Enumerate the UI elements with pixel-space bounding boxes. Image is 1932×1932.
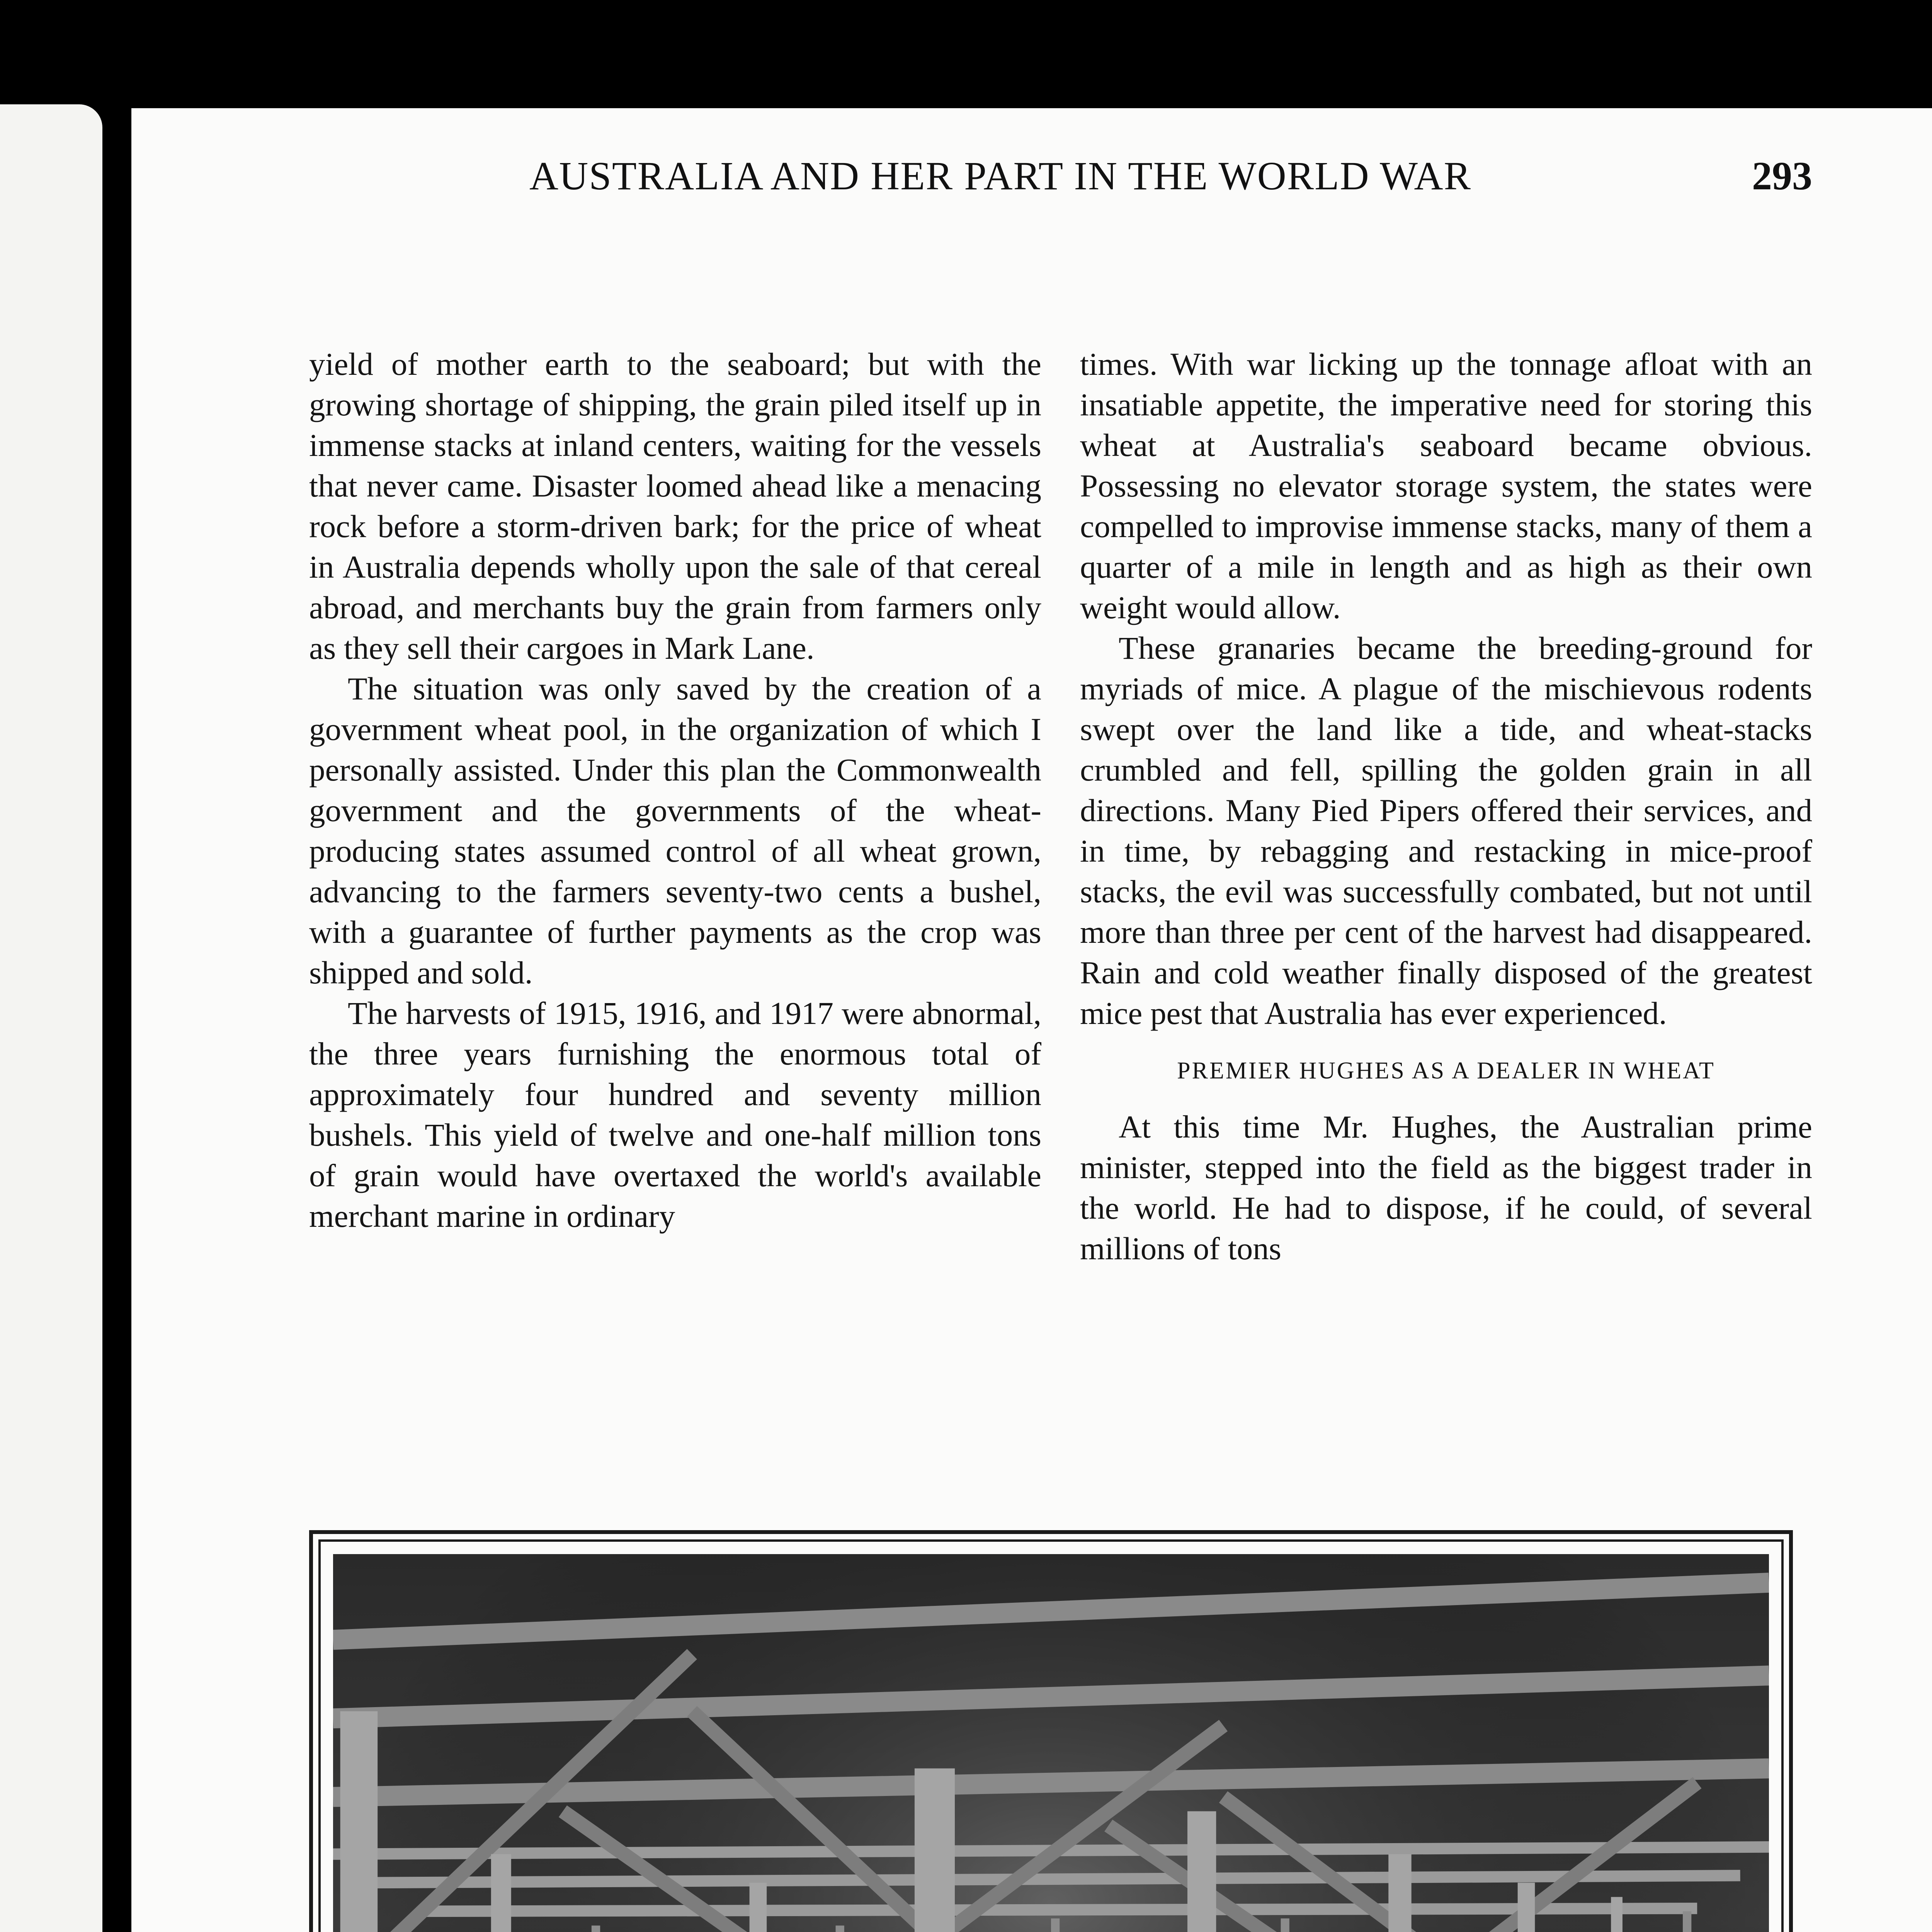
paragraph: The situation was only saved by the creation of a government wheat pool, in the organization of which I personally assisted. Under this plan the Commonwealth government and the governments of the wheat-producing states assumed control of all wheat grown, advancing to the farmers seventy-two cents a bushel, with a guarantee of further payments as the crop was shipped and sold.	[309, 671, 1041, 990]
paragraph: These granaries became the breeding-ground for myriads of mice. A plague of the mischievous rodents swept over the land like a tide, and wheat-stacks crumbled and fell, spilling the golden grain in all directions. Many Pied Pipers offered their services, and in time, by rebagging and restacking in mice-proof stacks, the evil was successfully combated, but not until more than three per cent of the harvest had disappeared. Rain and cold weather finally disposed of the greatest mice pest that Australia has ever experienced.	[1080, 630, 1812, 1031]
paragraph: At this time Mr. Hughes, the Australian prime minister, stepped into the field as the biggest trader in the world. He had to dispose, if he could, of several millions of tons	[1080, 1109, 1812, 1266]
paragraph: The harvests of 1915, 1916, and 1917 were abnormal, the three years furnishing the enormous total of approximately four hundred and seventy million bushels. This yield of twelve and one-half million tons of grain would have overtaxed the world's available merchant marine in ordinary	[309, 995, 1041, 1234]
right-column	[1080, 344, 1812, 1269]
facing-page-edge	[0, 104, 102, 1932]
page-header	[398, 153, 1812, 215]
left-column	[309, 344, 1041, 1236]
section-heading: PREMIER HUGHES AS A DEALER IN WHEAT	[1177, 1058, 1715, 1084]
photo-illustration	[333, 1554, 1769, 1932]
paragraph: times. With war licking up the tonnage afloat with an insatiable appetite, the imperative need for storing this wheat at Australia's seaboard became obvious. Possessing no elevator storage system, the states were compelled to improvise immense stacks, many of them a quarter of a mile in length and as high as their own weight would allow.	[1080, 346, 1812, 625]
paragraph: yield of mother earth to the seaboard; but with the growing shortage of shipping, the grain piled itself up in immense stacks at inland centers, waiting for the vessels that never came. Disaster loomed ahead like a menacing rock before a storm-driven bark; for the price of wheat in Australia depends wholly upon the sale of that cereal abroad, and merchants buy the grain from farmers only as they sell their cargoes in Mark Lane.	[309, 346, 1041, 666]
page-number: 293	[1752, 154, 1812, 198]
wool-warehouse-photo	[333, 1554, 1769, 1932]
photo-frame	[309, 1530, 1793, 1932]
running-title: AUSTRALIA AND HER PART IN THE WORLD WAR	[529, 154, 1471, 198]
